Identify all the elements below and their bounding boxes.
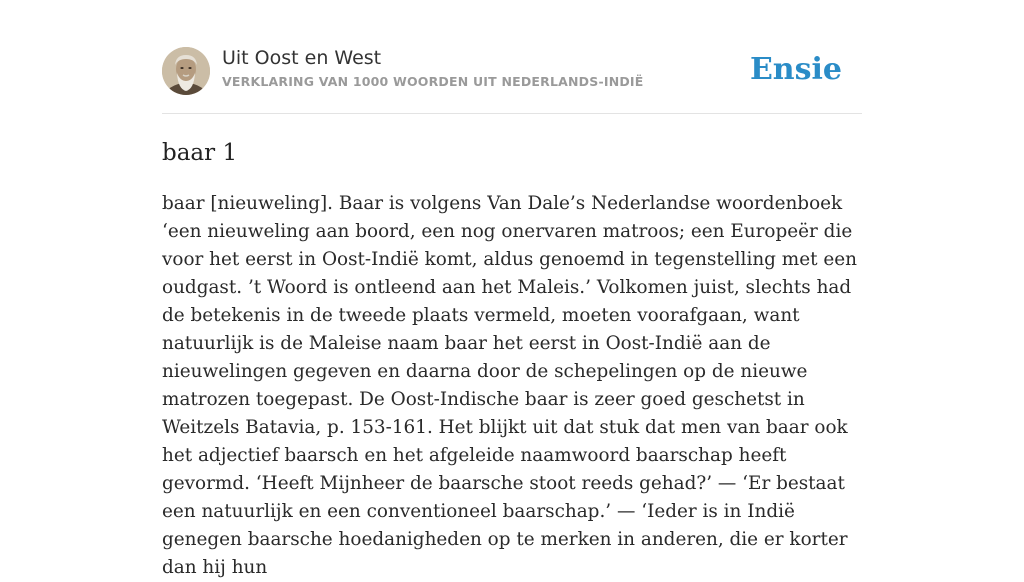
portrait-image [162,47,210,95]
entry-title: baar 1 [162,140,238,166]
source-subtitle: VERKLARING VAN 1000 WOORDEN UIT NEDERLANDS-INDIË [222,74,644,89]
page [162,0,862,578]
source-title[interactable]: Uit Oost en West [222,47,382,69]
header [162,46,862,96]
header-divider [162,113,862,114]
author-portrait-icon[interactable] [162,47,210,95]
entry-body: baar [nieuweling]. Baar is volgens Van Dale’s Nederlandse woordenboek ‘een nieuweling aan boord, een nog onervaren matroos; een Europeër die voor het eerst in Oost-Indië komt, aldus genoemd in tegenstelling met een oudgast. ’t Woord is ontleend aan het Maleis.’ Volkomen juist, slechts had de betekenis in de tweede plaats vermeld, moeten voorafgaan, want natuurlijk is de Maleise naam baar het eerst in Oost-Indië aan de nieuwelingen gegeven en daarna door de schepelingen op de nieuwe matrozen toegepast. De Oost-Indische baar is zeer goed geschetst in Weitzels Batavia, p. 153-161. Het blijkt uit dat stuk dat men van baar ook het adjectief baarsch en het afgeleide naamwoord baarschap heeft gevormd. ‘Heeft Mijnheer de baarsche stoot reeds gehad?’ — ‘Er bestaat een natuurlijk en een conventioneel baarschap.’ — ‘Ieder is in Indië genegen baarsche hoedanigheden op te merken in anderen, die er korter dan hij hun [162,193,857,578]
ensie-logo-link[interactable]: Ensie [749,52,842,87]
